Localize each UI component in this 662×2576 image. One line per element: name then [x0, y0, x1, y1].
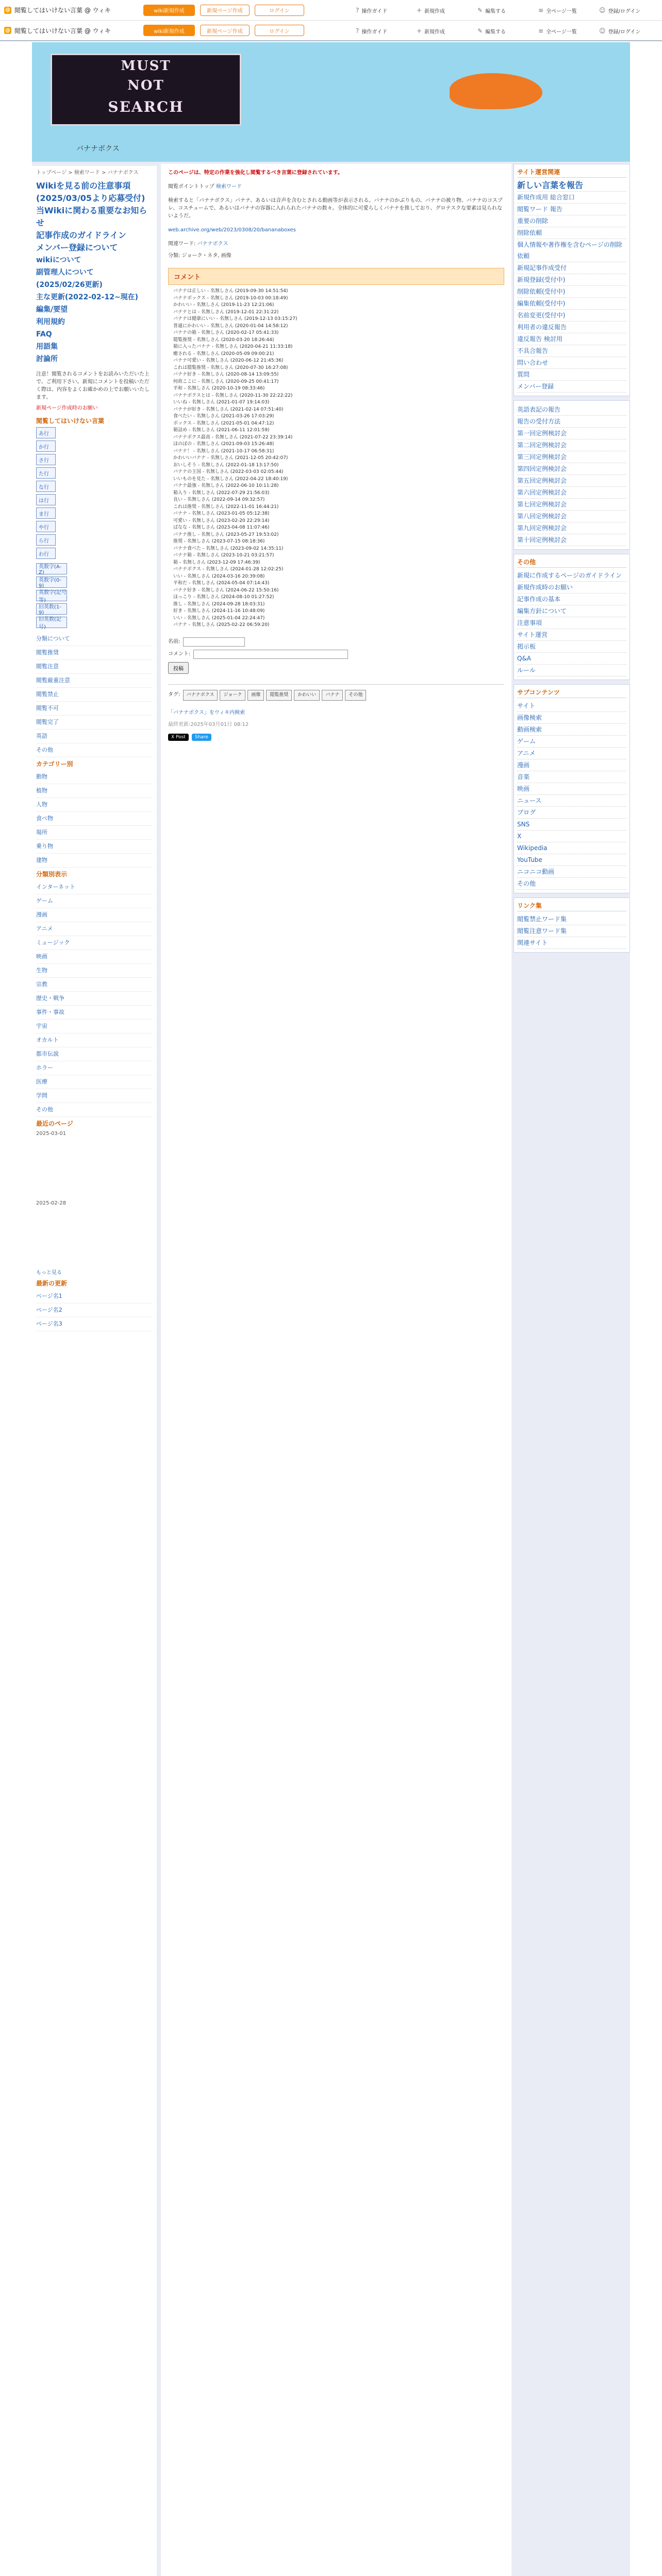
recent-pages-head: 最近のページ: [36, 1120, 73, 1127]
site-management-box: [514, 164, 630, 396]
category-link[interactable]: 閲覧注意: [36, 660, 153, 674]
comment-item: いいものを見た - 名無しさん (2022-04-22 18:40:19): [173, 476, 288, 482]
nav-button-4[interactable]: な行: [36, 481, 56, 492]
latest-update-item[interactable]: ページ名1: [36, 1290, 153, 1303]
register-link[interactable]: ☺ 登録/ログイン: [599, 7, 641, 14]
goldfish-illustration: [450, 73, 542, 109]
comment-item: バナナ食べた - 名無しさん (2023-09-02 14:35:11): [173, 546, 284, 551]
genre-item[interactable]: 生物: [36, 964, 153, 978]
category-item[interactable]: 動物: [36, 770, 153, 784]
comment-item: ばなな - 名無しさん (2023-04-08 11:07:46): [173, 525, 270, 530]
wiki-new-button[interactable]: wiki新規作成: [143, 25, 195, 36]
comment-item: 平和だ - 名無しさん (2024-05-04 07:14:43): [173, 581, 270, 586]
category-link[interactable]: 閲覧不可: [36, 702, 153, 716]
comment-item: バナナ - 名無しさん (2025-02-22 06:59:20): [173, 622, 270, 628]
comment-item: ボックス - 名無しさん (2021-05-01 04:47:12): [173, 420, 274, 426]
comment-item: 食べたい - 名無しさん (2021-03-26 17:03:29): [173, 414, 274, 419]
category-link[interactable]: 閲覧推奨: [36, 646, 153, 660]
genre-item[interactable]: 宗教: [36, 978, 153, 992]
subcontent-link[interactable]: YouTube: [517, 854, 626, 866]
other-link[interactable]: ルール: [517, 665, 626, 676]
comment-item: バナナボックス - 名無しさん (2019-10-03 00:18:49): [173, 295, 288, 301]
subcontent-link[interactable]: ブログ: [517, 807, 626, 819]
right-link[interactable]: 個人情報や著作権を含むページの削除依頼: [517, 239, 626, 262]
subcontent-link[interactable]: アニメ: [517, 748, 626, 759]
comment-item: バナナ箱 - 名無しさん (2023-10-21 03:21:57): [173, 553, 274, 558]
sidebar-notice-2[interactable]: 新規ページ作成時のお願い: [36, 405, 98, 411]
comment-item: バナナが好き - 名無しさん (2021-02-14 07:51:40): [173, 406, 284, 412]
right-link[interactable]: 新規作成用 総合窓口: [517, 192, 626, 204]
tag-button[interactable]: バナナ: [322, 690, 343, 701]
all-pages-link[interactable]: ≡ 全ページ一覧: [538, 27, 577, 35]
plus-icon: +: [417, 27, 422, 35]
register-link[interactable]: ☺ 登録/ログイン: [599, 27, 641, 35]
other-link[interactable]: サイト運営: [517, 629, 626, 641]
comment-item: 何故ここに - 名無しさん (2020-09-25 00:41:17): [173, 379, 279, 384]
related-link[interactable]: バナナボクス: [197, 241, 228, 247]
related-label: 関連ワード:: [168, 241, 196, 247]
comment-item: 閲覧推奨 - 名無しさん (2020-03-20 18:26:44): [173, 337, 274, 343]
sidebar-section-head: 閲覧してはいけない言葉: [36, 417, 105, 425]
comment-item: 箱入り - 名無しさん (2022-07-29 21:56:03): [173, 490, 270, 496]
genre-item[interactable]: アニメ: [36, 922, 153, 936]
nav-button-2[interactable]: さ行: [36, 454, 56, 465]
sidebar-top-link[interactable]: 用語集: [36, 343, 58, 351]
sidebar-notice: 注意！閲覧されるコメントをお読みいただいた上で、ご利用下さい。新規にコメントを投稿いただく際は、内容をよくお確かめの上でお願いいたします。: [36, 371, 150, 400]
search-word-link[interactable]: 検索ワード: [216, 184, 242, 190]
list-icon: ≡: [538, 7, 544, 14]
right-link[interactable]: 新規記事作成受付: [517, 262, 626, 274]
top-toolbar: [0, 0, 662, 21]
right-link[interactable]: 不具合報告: [517, 345, 626, 357]
other-link[interactable]: 編集方針について: [517, 605, 626, 617]
comment-label: コメント:: [168, 651, 191, 657]
meeting-link[interactable]: 第八回定例検討会: [517, 511, 626, 522]
comment-item: バナナボクス最高 - 名無しさん (2021-07-22 23:39:14): [173, 434, 293, 440]
tags-label: 閲覧ポイントトップ: [168, 184, 214, 190]
sidebar-top-link[interactable]: wikiについて: [36, 256, 81, 264]
comment-item: 可愛い - 名無しさん (2023-02-20 22:29:14): [173, 518, 270, 523]
comment-item: バナナ好き - 名無しさん (2020-08-14 13:09:55): [173, 372, 279, 377]
tags-bottom-label: タグ:: [168, 691, 180, 698]
comment-item: バナナボクスとは - 名無しさん (2020-11-30 22:22:22): [173, 393, 293, 398]
comment-item: いいね - 名無しさん (2021-01-07 19:14:03): [173, 400, 270, 405]
meeting-link[interactable]: 英語表記の報告: [517, 404, 626, 416]
breadcrumb: トップページ > 検索ワード > バナナボクス: [36, 170, 139, 176]
category-link[interactable]: 分類について: [36, 632, 153, 646]
meeting-link[interactable]: 第十回定例検討会: [517, 534, 626, 546]
sidebar-top-link[interactable]: 副管理人について: [36, 268, 94, 277]
comment-item: 普通にかわいい - 名無しさん (2020-01-04 14:58:12): [173, 323, 288, 329]
top-toolbar-sticky: [0, 21, 662, 41]
tag-button[interactable]: その他: [345, 690, 366, 701]
right-link[interactable]: 利用者の違反報告: [517, 321, 626, 333]
x-post-button[interactable]: X Post: [168, 734, 189, 741]
other-link[interactable]: 注意事項: [517, 617, 626, 629]
other-box: [514, 554, 630, 680]
genre-item[interactable]: その他: [36, 1103, 153, 1117]
external-link[interactable]: 閲覧禁止ワード集: [517, 913, 626, 925]
subcontent-link[interactable]: 音楽: [517, 771, 626, 783]
comment-item: 推し - 名無しさん (2024-09-28 18:03:31): [173, 601, 265, 607]
page-notice: このページは、特定の作業を強化し閲覧するべき言葉に登録されています。: [168, 170, 343, 176]
subcontent-link[interactable]: 動画検索: [517, 724, 626, 736]
meeting-link[interactable]: 第三回定例検討会: [517, 451, 626, 463]
edit-link[interactable]: ✎ 編集する: [477, 27, 506, 35]
more-nav-button[interactable]: 英数字(0-9): [36, 577, 67, 588]
sidebar-top-link[interactable]: Wikiを見る前の注意事項: [36, 181, 131, 191]
site-title[interactable]: 閲覧してはいけない言葉 @ ウィキ: [14, 27, 111, 35]
right-link[interactable]: 重要の削除: [517, 215, 626, 227]
more-nav-button[interactable]: 旧英数(1-9): [36, 603, 67, 615]
page-wrapper: [32, 42, 630, 2576]
category-head: カテゴリー別: [36, 760, 73, 768]
right-link[interactable]: 新しい言葉を報告: [517, 180, 626, 192]
pencil-icon: ✎: [477, 7, 483, 14]
article-body: 検索すると「バナナボクス」バナナ、あるいは音声を含むとされる動画等が表示される。バナナのかぶりもの、バナナの被り物、バナナのコスプレ、コスチュームで、あるいはバナナの容器に入れられたバナナの数々。全体的に可愛らしくバナナを推しており、グロテスクな要素は見られないようだ。: [168, 198, 503, 219]
meeting-box: [514, 400, 630, 550]
sidebar-top-link[interactable]: 利用規約: [36, 318, 65, 326]
right-link[interactable]: 新規登録(受付中): [517, 274, 626, 286]
login-button[interactable]: ログイン: [255, 5, 304, 16]
question-icon: ?: [356, 7, 359, 14]
comment-item: これは推奨 - 名無しさん (2022-11-01 16:44:21): [173, 504, 279, 510]
wiki-new-button[interactable]: wiki新規作成: [143, 5, 195, 16]
meeting-link[interactable]: 第六回定例検討会: [517, 487, 626, 499]
genre-item[interactable]: インターネット: [36, 880, 153, 894]
genre-item[interactable]: 事件・事故: [36, 1006, 153, 1020]
right-link[interactable]: 削除依頼(受付中): [517, 286, 626, 298]
genre-item[interactable]: 宇宙: [36, 1020, 153, 1033]
comment-header: コメント: [168, 268, 504, 285]
nav-button-1[interactable]: か行: [36, 440, 56, 452]
subcontent-link[interactable]: ニコニコ動画: [517, 866, 626, 878]
other-link[interactable]: Q&A: [517, 653, 626, 665]
category-item[interactable]: 乗り物: [36, 840, 153, 854]
archive-url-link[interactable]: web.archive.org/web/2023/0308/20/bananaboxes: [168, 227, 296, 233]
comment-item: 良い - 名無しさん (2022-09-14 09:32:57): [173, 497, 265, 502]
genre-head: 分類別表示: [36, 871, 68, 878]
other-link[interactable]: 新規作成時のお願い: [517, 582, 626, 594]
nav-button-8[interactable]: ら行: [36, 534, 56, 546]
name-label: 名前:: [168, 639, 180, 645]
sidebar-top-link[interactable]: (2025/03/05より応募受付): [36, 193, 145, 203]
atwiki-logo-icon[interactable]: @: [5, 27, 10, 33]
page-title: バナナボクス: [76, 145, 120, 153]
question-icon: ?: [356, 27, 359, 35]
category-link[interactable]: 閲覧禁止: [36, 688, 153, 702]
comment-item: いい - 名無しさん (2024-03-16 20:39:08): [173, 573, 265, 579]
sidebar-top-link[interactable]: (2025/02/26更新): [36, 281, 103, 289]
submit-comment-button[interactable]: 投稿: [168, 662, 189, 674]
category-link[interactable]: 閲覧厳重注意: [36, 674, 153, 688]
site-title[interactable]: 閲覧してはいけない言葉 @ ウィキ: [14, 7, 111, 14]
comment-item: かわいいバナナ - 名無しさん (2021-12-05 20:42:07): [173, 455, 288, 461]
nav-button-6[interactable]: ま行: [36, 507, 56, 519]
comment-item: バナナは正しい - 名無しさん (2019-09-30 14:51:54): [173, 289, 288, 294]
edit-link[interactable]: ✎ 編集する: [477, 7, 506, 14]
genre-item[interactable]: 歴史・戦争: [36, 992, 153, 1006]
list-icon: ≡: [538, 27, 544, 35]
guide-link[interactable]: ? 操作ガイド: [356, 7, 388, 14]
comment-item: バナナとは - 名無しさん (2019-12-01 22:31:22): [173, 309, 279, 315]
meeting-link[interactable]: 第五回定例検討会: [517, 475, 626, 487]
category-value: ジョーク・ネタ, 画像: [181, 253, 231, 259]
comment-item: かわいい - 名無しさん (2019-11-23 12:21:06): [173, 302, 274, 308]
main-content: [161, 164, 511, 2576]
subcontent-link[interactable]: その他: [517, 878, 626, 890]
plus-icon: +: [417, 7, 422, 14]
nav-button-5[interactable]: は行: [36, 494, 56, 505]
comment-item: バナナ好き - 名無しさん (2024-06-22 15:50:16): [173, 587, 279, 593]
tag-button[interactable]: 閲覧推奨: [266, 690, 292, 701]
comment-item: バナナ - 名無しさん (2023-01-05 05:12:38): [173, 511, 270, 516]
user-icon: ☺: [599, 27, 606, 35]
site-management-head: サイト運営関連: [517, 167, 626, 178]
right-link[interactable]: メンバー登録: [517, 381, 626, 393]
latest-update-item[interactable]: ページ名3: [36, 1317, 153, 1331]
comment-item: おいしそう - 名無しさん (2022-01-18 13:17:50): [173, 462, 279, 468]
share-button[interactable]: Share: [192, 734, 211, 741]
create-link[interactable]: + 新規作成: [417, 7, 445, 14]
comment-item: バナナの王国 - 名無しさん (2022-03-03 02:05:44): [173, 469, 284, 474]
category-item[interactable]: 植物: [36, 784, 153, 798]
right-link[interactable]: 問い合わせ: [517, 357, 626, 369]
subcontent-link[interactable]: ゲーム: [517, 736, 626, 748]
comment-item: バナナ推し - 名無しさん (2023-05-27 19:53:02): [173, 532, 279, 537]
subcontent-link[interactable]: 漫画: [517, 759, 626, 771]
nav-button-3[interactable]: た行: [36, 467, 56, 479]
login-button[interactable]: ログイン: [255, 25, 304, 36]
other-head: その他: [517, 557, 626, 568]
sidebar-top-link[interactable]: メンバー登録について: [36, 243, 118, 252]
sidebar-top-link[interactable]: 記事作成のガイドライン: [36, 230, 127, 240]
pencil-icon: ✎: [477, 27, 483, 35]
subcontent-link[interactable]: X: [517, 831, 626, 842]
latest-updates-head: 最新の更新: [36, 1280, 68, 1287]
sidebar-top-link[interactable]: 討論所: [36, 355, 58, 363]
right-link[interactable]: 違反報告 検討用: [517, 333, 626, 345]
other-link[interactable]: 記事作成の基本: [517, 594, 626, 605]
sidebar-top-link[interactable]: 当Wikiに関わる重要なお知らせ: [36, 206, 147, 228]
subcontent-link[interactable]: 映画: [517, 783, 626, 795]
nav-button-9[interactable]: わ行: [36, 548, 56, 559]
recent-date: 2025-02-28: [36, 1200, 67, 1206]
comment-item: バナナ可愛い - 名無しさん (2020-06-12 21:45:36): [173, 358, 284, 363]
tag-button[interactable]: 画像: [247, 690, 264, 701]
site-banner: [32, 42, 630, 162]
nav-button-0[interactable]: あ行: [36, 427, 56, 438]
category-label: 分類:: [168, 253, 180, 259]
all-pages-link[interactable]: ≡ 全ページ一覧: [538, 7, 577, 14]
genre-item[interactable]: 映画: [36, 950, 153, 964]
sidebar-top-link[interactable]: 主な更新(2022-02-12~現在): [36, 293, 139, 301]
right-link[interactable]: 質問: [517, 369, 626, 381]
genre-item[interactable]: ホラー: [36, 1061, 153, 1075]
comment-item: これは閲覧推奨 - 名無しさん (2020-07-30 16:27:08): [173, 365, 288, 370]
sidebar-top-link[interactable]: FAQ: [36, 330, 52, 338]
other-link[interactable]: 新規に作成するページのガイドライン: [517, 570, 626, 582]
meeting-link[interactable]: 第七回定例検討会: [517, 499, 626, 511]
category-link[interactable]: 閲覧完了: [36, 716, 153, 730]
comment-item: 癒される - 名無しさん (2020-05-09 09:00:21): [173, 351, 274, 357]
comment-item: 平和 - 名無しさん (2020-10-19 08:33:46): [173, 386, 265, 391]
category-item[interactable]: 人物: [36, 798, 153, 812]
wiki-search-link[interactable]: 「バナナボクス」をウィキ内検索: [168, 709, 245, 716]
meeting-link[interactable]: 報告の受付方法: [517, 416, 626, 428]
more-link[interactable]: もっと見る: [36, 1270, 62, 1276]
category-link[interactable]: その他: [36, 743, 153, 757]
category-item[interactable]: 建物: [36, 854, 153, 868]
subcontent-link[interactable]: 画像検索: [517, 712, 626, 724]
tag-button[interactable]: かわいい: [294, 690, 320, 701]
user-icon: ☺: [599, 7, 606, 14]
comment-item: 箱詰め - 名無しさん (2021-06-11 12:01:59): [173, 428, 270, 433]
banner-image[interactable]: MUST NOT SEARCH: [51, 54, 241, 126]
comment-item: バナナ最強 - 名無しさん (2022-06-10 10:11:28): [173, 483, 279, 488]
new-page-button[interactable]: 新規ページ作成: [200, 25, 250, 36]
comment-item: バナナの箱 - 名無しさん (2020-02-17 05:41:33): [173, 330, 279, 335]
left-sidebar: [32, 166, 157, 2576]
subcontent-link[interactable]: ニュース: [517, 795, 626, 807]
links-box: [514, 897, 630, 953]
last-updated: 最終更新:2025年03月01日 08:12: [168, 721, 249, 727]
comment-input[interactable]: [193, 650, 348, 659]
right-link[interactable]: 編集依頼(受付中): [517, 298, 626, 310]
meeting-link[interactable]: 第四回定例検討会: [517, 463, 626, 475]
links-head: リンク集: [517, 901, 626, 911]
tag-button[interactable]: バナナボクス: [183, 690, 218, 701]
comment-item: ほのぼの - 名無しさん (2021-09-03 15:26:48): [173, 442, 274, 447]
subcontent-link[interactable]: SNS: [517, 819, 626, 831]
comment-item: 好き - 名無しさん (2024-11-16 10:48:09): [173, 608, 265, 614]
subcontent-link[interactable]: Wikipedia: [517, 842, 626, 854]
atwiki-logo-icon[interactable]: @: [5, 7, 10, 13]
more-nav-button[interactable]: 英数字(A-Z): [36, 563, 67, 574]
more-nav-button[interactable]: 英数字(記号等): [36, 590, 67, 601]
comment-item: バナナ！ - 名無しさん (2021-10-17 06:58:31): [173, 448, 274, 454]
comment-item: バナナボクス - 名無しさん (2024-01-28 12:02:25): [173, 567, 284, 572]
right-link[interactable]: 削除依頼: [517, 227, 626, 239]
comment-item: バナナは健康にいい - 名無しさん (2019-12-13 03:15:27): [173, 316, 297, 321]
category-item[interactable]: 食べ物: [36, 812, 153, 826]
sidebar-top-link[interactable]: 編集/要望: [36, 306, 68, 314]
create-link[interactable]: + 新規作成: [417, 27, 445, 35]
meeting-link[interactable]: 第二回定例検討会: [517, 439, 626, 451]
right-sidebar: [514, 164, 630, 2576]
comment-item: ほっこり - 名無しさん (2024-08-10 01:27:52): [173, 595, 274, 600]
new-page-button[interactable]: 新規ページ作成: [200, 5, 250, 16]
comment-item: 箱に入ったバナナ - 名無しさん (2020-04-21 11:33:18): [173, 344, 293, 349]
meeting-link[interactable]: 第九回定例検討会: [517, 522, 626, 534]
comment-item: 推奨 - 名無しさん (2023-07-15 08:18:36): [173, 539, 265, 544]
genre-item[interactable]: 学問: [36, 1089, 153, 1103]
external-link[interactable]: 閲覧注意ワード集: [517, 925, 626, 937]
comment-item: いい - 名無しさん (2025-01-04 22:24:47): [173, 615, 265, 621]
right-link[interactable]: 閲覧ワード 報告: [517, 204, 626, 215]
comment-item: 箱 - 名無しさん (2023-12-09 17:46:39): [173, 560, 260, 565]
subcontent-box: [514, 684, 630, 893]
genre-item[interactable]: ミュージック: [36, 936, 153, 950]
genre-item[interactable]: 医療: [36, 1075, 153, 1089]
subcontent-link[interactable]: サイト: [517, 700, 626, 712]
right-link[interactable]: 名前変更(受付中): [517, 310, 626, 321]
tag-button[interactable]: ジョーク: [220, 690, 245, 701]
more-nav-button[interactable]: 旧英数(記号): [36, 617, 67, 628]
latest-update-item[interactable]: ページ名2: [36, 1303, 153, 1317]
other-link[interactable]: 掲示板: [517, 641, 626, 653]
category-item[interactable]: 場所: [36, 826, 153, 840]
guide-link[interactable]: ? 操作ガイド: [356, 27, 388, 35]
genre-item[interactable]: オカルト: [36, 1033, 153, 1047]
subcontent-head: サブコンテンツ: [517, 688, 626, 698]
genre-item[interactable]: 都市伝説: [36, 1047, 153, 1061]
category-link[interactable]: 英語: [36, 730, 153, 743]
genre-item[interactable]: ゲーム: [36, 894, 153, 908]
meeting-link[interactable]: 第一回定例検討会: [517, 428, 626, 439]
recent-date: 2025-03-01: [36, 1131, 67, 1137]
nav-button-7[interactable]: や行: [36, 521, 56, 532]
name-input[interactable]: [183, 637, 245, 647]
genre-item[interactable]: 漫画: [36, 908, 153, 922]
external-link[interactable]: 関連サイト: [517, 937, 626, 949]
